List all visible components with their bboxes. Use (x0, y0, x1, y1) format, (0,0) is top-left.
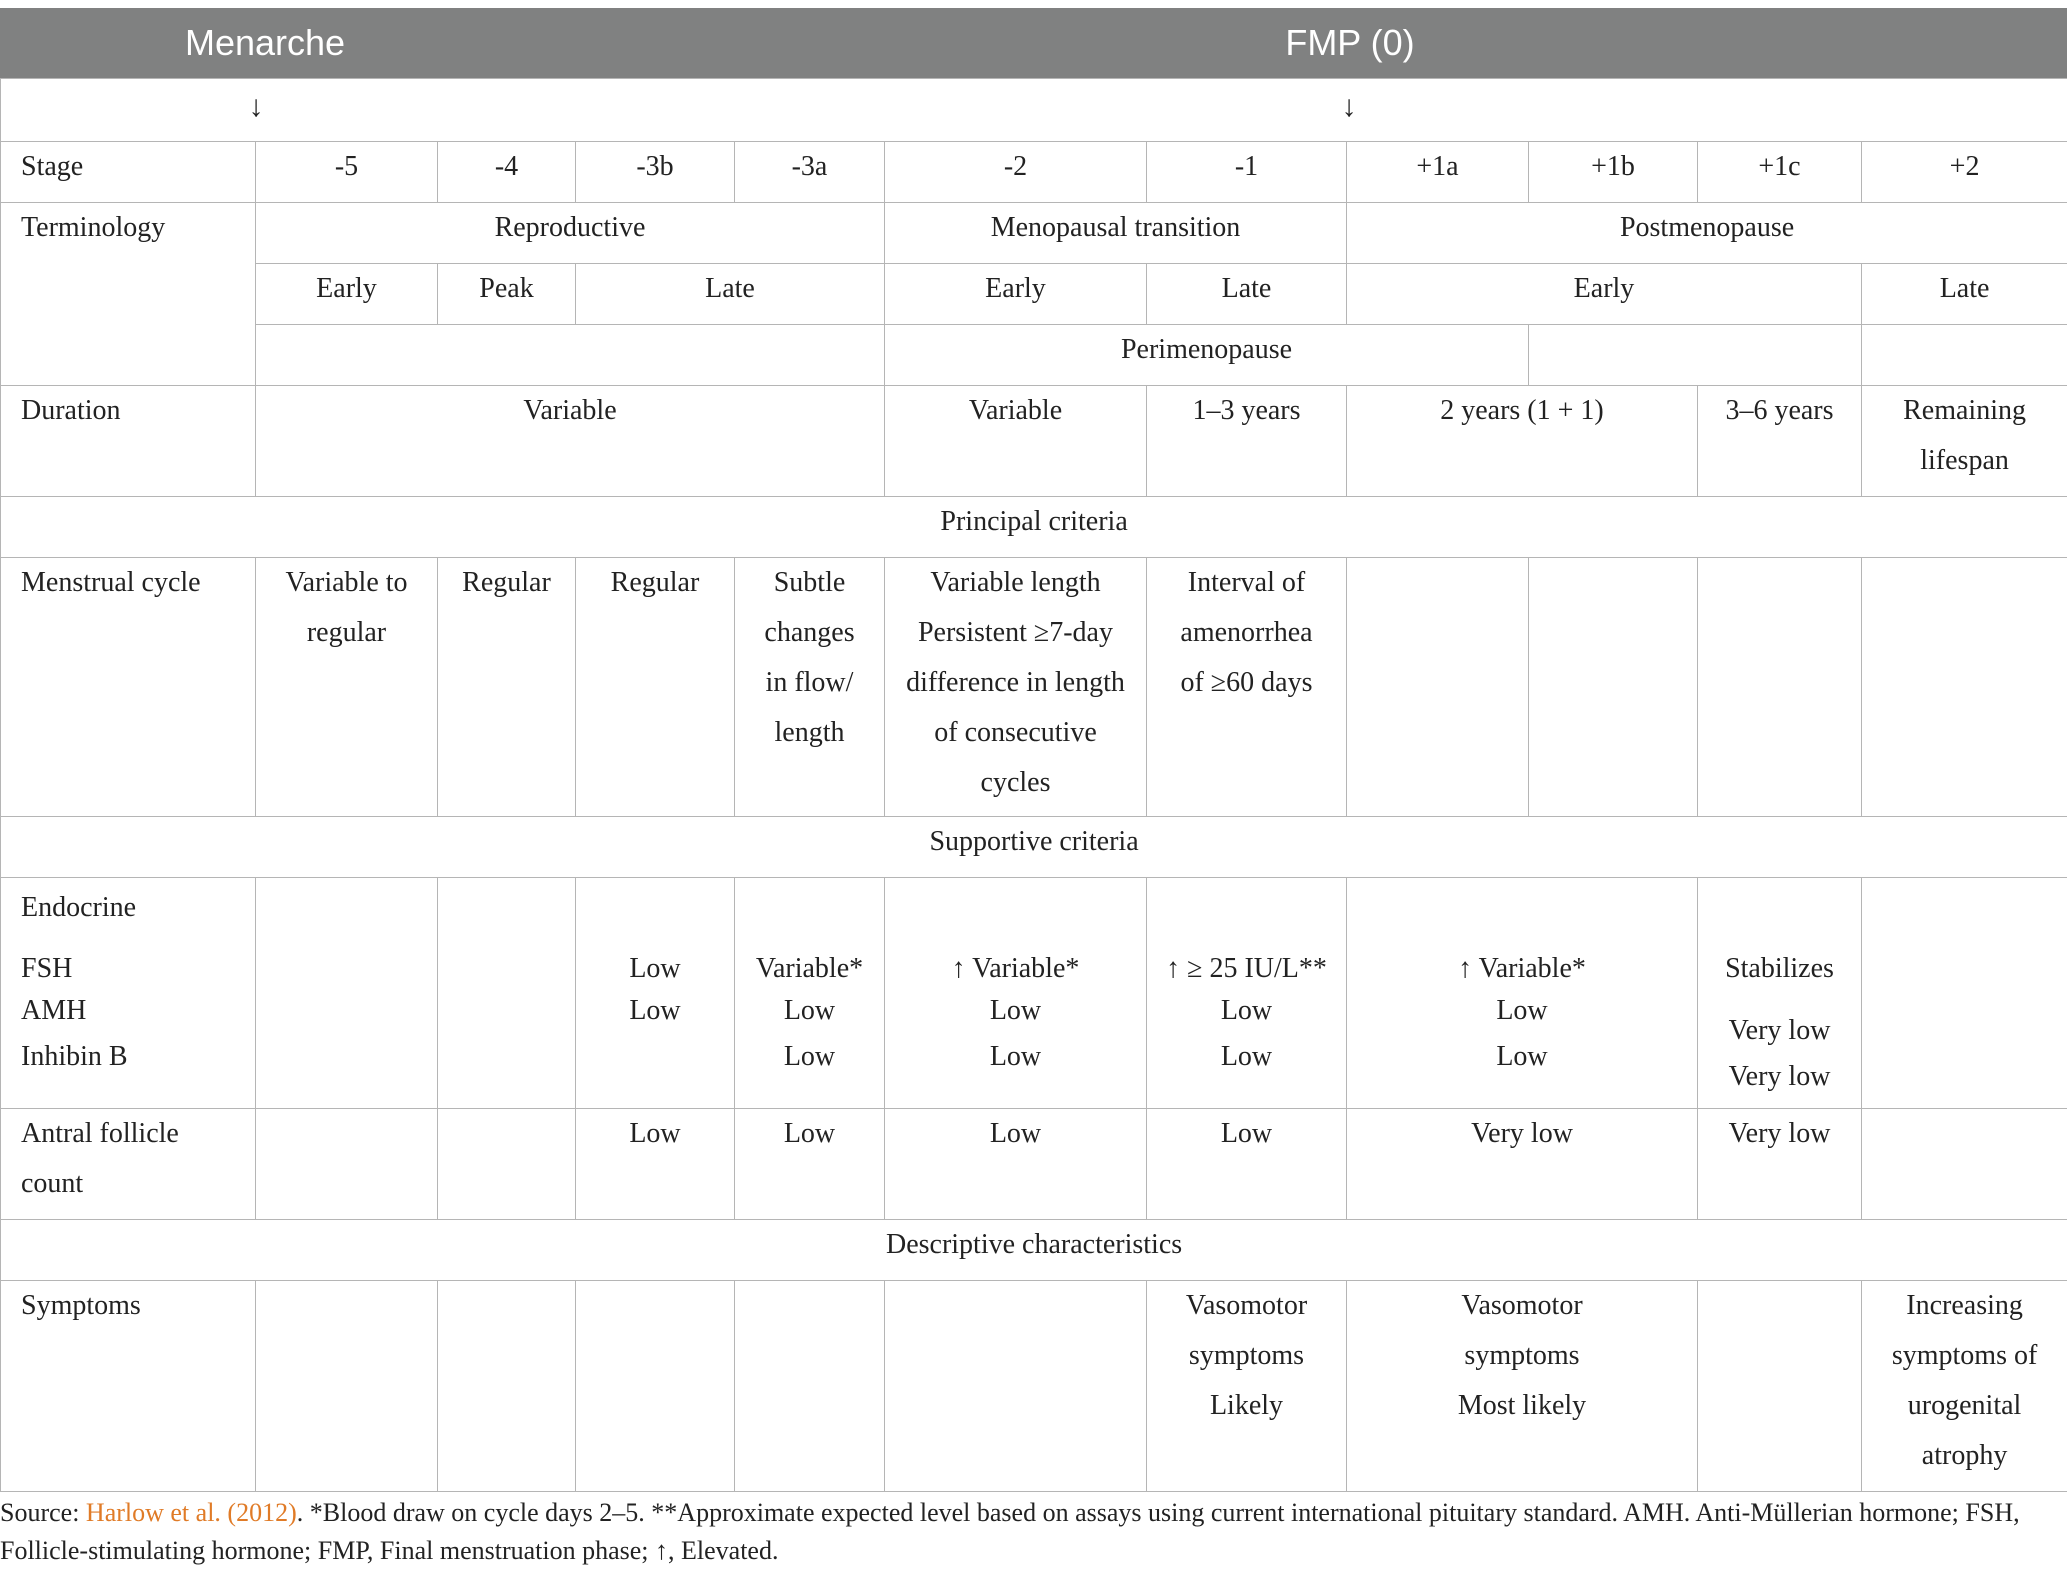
empty-cell (256, 1281, 438, 1492)
menstrual-cell: Variable to regular (256, 558, 438, 817)
timeline-banner (0, 8, 2067, 78)
citation-link[interactable]: Harlow et al. (2012) (85, 1498, 297, 1527)
subphase-cell: Early (1347, 264, 1862, 325)
symptoms-cell: Increasing symptoms of urogenital atrophy (1862, 1281, 2067, 1492)
terminology-label: Terminology (1, 203, 256, 386)
menarche-label: Menarche (184, 22, 346, 63)
footnote-text: . *Blood draw on cycle days 2–5. **Approximate expected level based on assays using current international pituitary standard. AMH. Anti-Müllerian hormone; FSH, Follicle-stimulating hormone; FMP, Final menstruation phase; ↑, Elevated. (0, 1498, 2020, 1565)
endocrine-value: ↑ Variable* (951, 953, 1080, 984)
duration-row (1, 386, 2067, 497)
staw-table-figure (0, 8, 2067, 1492)
endocrine-value: Stabilizes (1725, 953, 1834, 984)
empty-cell (438, 878, 576, 1109)
stage-cell: +2 (1862, 142, 2067, 203)
endocrine-value: Low (989, 995, 1042, 1026)
endocrine-label-cell (1, 878, 256, 1109)
empty-cell (1529, 558, 1698, 817)
empty-cell (1862, 558, 2067, 817)
empty-cell (735, 1281, 885, 1492)
stage-cell: -1 (1147, 142, 1347, 203)
endocrine-value: Low (1496, 1041, 1548, 1072)
perimenopause-row (1, 325, 2067, 386)
subphase-cell: Late (576, 264, 885, 325)
empty-cell (438, 1109, 576, 1220)
group-reproductive: Reproductive (256, 203, 885, 264)
supportive-criteria-header: Supportive criteria (1, 817, 2067, 878)
endocrine-cell (1347, 878, 1698, 1109)
stage-row (1, 142, 2067, 203)
menstrual-cell: Subtle changes in flow/ length (735, 558, 885, 817)
menstrual-cell: Regular (438, 558, 576, 817)
endocrine-value: Low (629, 995, 681, 1026)
stage-cell: -2 (885, 142, 1147, 203)
perimenopause-cell: Perimenopause (885, 325, 1529, 386)
hormone-label: FSH (21, 953, 73, 984)
afc-cell: Low (1147, 1109, 1347, 1220)
endocrine-value: ↑ Variable* (1458, 953, 1586, 984)
endocrine-cell (576, 878, 735, 1109)
stage-cell: -4 (438, 142, 576, 203)
symptoms-row (1, 1281, 2067, 1492)
table-footnote (0, 1494, 2040, 1570)
hormone-label: Inhibin B (21, 1041, 128, 1072)
endocrine-cell (1147, 878, 1347, 1109)
section-header-row (1, 817, 2067, 878)
subphase-cell: Late (1862, 264, 2067, 325)
section-header-row (1, 1220, 2067, 1281)
endocrine-value: Variable* (755, 953, 864, 984)
group-postmenopause: Postmenopause (1347, 203, 2067, 264)
duration-cell: Remaining lifespan (1862, 386, 2067, 497)
endocrine-value: Low (1496, 995, 1548, 1026)
fmp-down-arrow-icon: ↓ (1341, 90, 1357, 123)
empty-cell (1529, 325, 1862, 386)
stage-cell: -3a (735, 142, 885, 203)
principal-criteria-header: Principal criteria (1, 497, 2067, 558)
afc-cell: Low (885, 1109, 1147, 1220)
symptoms-label: Symptoms (1, 1281, 256, 1492)
subphase-cell: Late (1147, 264, 1347, 325)
afc-cell: Very low (1347, 1109, 1698, 1220)
stage-cell: -5 (256, 142, 438, 203)
empty-cell (885, 1281, 1147, 1492)
empty-cell (256, 878, 438, 1109)
afc-cell: Very low (1698, 1109, 1862, 1220)
duration-label: Duration (1, 386, 256, 497)
duration-cell: 3–6 years (1698, 386, 1862, 497)
subphase-cell: Peak (438, 264, 576, 325)
group-menopausal-transition: Menopausal transition (885, 203, 1347, 264)
source-prefix: Source: (0, 1498, 86, 1527)
stage-cell: +1b (1529, 142, 1698, 203)
afc-cell: Low (735, 1109, 885, 1220)
subphase-cell: Early (885, 264, 1147, 325)
endocrine-cell (1698, 878, 1862, 1109)
subphase-cell: Early (256, 264, 438, 325)
menstrual-cell: Variable length Persistent ≥7-day difference in length of consecutive cycles (885, 558, 1147, 817)
symptoms-cell: Vasomotor symptoms Likely (1147, 1281, 1347, 1492)
terminology-row (1, 203, 2067, 264)
antral-follicle-label: Antral follicle count (1, 1109, 256, 1220)
endocrine-value: Low (783, 995, 836, 1026)
empty-cell (1862, 325, 2067, 386)
endocrine-value: Low (629, 953, 681, 984)
menarche-down-arrow-icon: ↓ (248, 90, 264, 123)
subphase-row (1, 264, 2067, 325)
endocrine-value: ↑ ≥ 25 IU/L** (1166, 953, 1327, 984)
afc-cell: Low (576, 1109, 735, 1220)
section-header-row (1, 497, 2067, 558)
symptoms-cell: Vasomotor symptoms Most likely (1347, 1281, 1698, 1492)
empty-cell (438, 1281, 576, 1492)
duration-cell: Variable (885, 386, 1147, 497)
duration-cell: 1–3 years (1147, 386, 1347, 497)
empty-cell (1698, 1281, 1862, 1492)
empty-cell (1862, 1109, 2067, 1220)
endocrine-value: Low (1220, 995, 1273, 1026)
hormone-label: AMH (21, 995, 87, 1026)
stage-cell: +1a (1347, 142, 1529, 203)
menstrual-cycle-label: Menstrual cycle (1, 558, 256, 817)
endocrine-value: Low (989, 1041, 1042, 1072)
empty-cell (1698, 558, 1862, 817)
duration-cell: 2 years (1 + 1) (1347, 386, 1698, 497)
empty-cell (1862, 878, 2067, 1109)
menstrual-cycle-row (1, 558, 2067, 817)
endocrine-row (1, 878, 2067, 1109)
endocrine-value: Low (1220, 1041, 1273, 1072)
endocrine-value: Very low (1728, 1061, 1831, 1092)
stage-cell: +1c (1698, 142, 1862, 203)
empty-cell (256, 325, 885, 386)
arrow-row (1, 79, 2067, 142)
empty-cell (1347, 558, 1529, 817)
menstrual-cell: Interval of amenorrhea of ≥60 days (1147, 558, 1347, 817)
empty-cell (576, 1281, 735, 1492)
endocrine-value: Low (783, 1041, 836, 1072)
stage-label: Stage (1, 142, 256, 203)
duration-cell: Variable (256, 386, 885, 497)
empty-cell (256, 1109, 438, 1220)
endocrine-cell (735, 878, 885, 1109)
descriptive-characteristics-header: Descriptive characteristics (1, 1220, 2067, 1281)
stage-cell: -3b (576, 142, 735, 203)
antral-follicle-row (1, 1109, 2067, 1220)
staw-table (0, 78, 2067, 1492)
menstrual-cell: Regular (576, 558, 735, 817)
endocrine-value: Very low (1728, 1015, 1831, 1046)
endocrine-cell (885, 878, 1147, 1109)
fmp-label: FMP (0) (1285, 22, 1415, 63)
endocrine-label: Endocrine (21, 892, 137, 923)
